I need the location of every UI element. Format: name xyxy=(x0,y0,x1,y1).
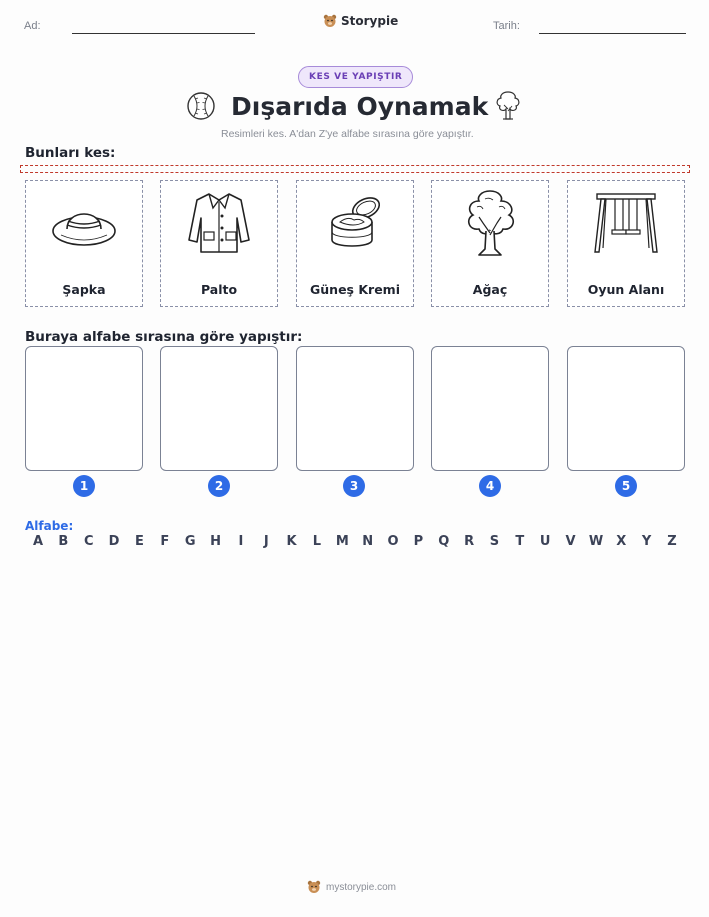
letter: Y xyxy=(641,534,652,549)
tree-icon xyxy=(455,187,525,259)
letter: O xyxy=(387,534,399,549)
page-title: Dışarıda Oynamak xyxy=(231,92,489,121)
slot-number-1: 1 xyxy=(73,475,95,497)
activity-badge: KES VE YAPIŞTIR xyxy=(298,66,413,88)
card-label: Palto xyxy=(200,282,238,297)
letter: T xyxy=(515,534,525,549)
letter: G xyxy=(184,534,196,549)
footer-site[interactable]: mystorypie.com xyxy=(326,881,397,893)
cut-card-coat[interactable] xyxy=(160,180,278,307)
name-label: Ad: xyxy=(24,20,41,32)
letter: Q xyxy=(438,534,450,549)
letter: B xyxy=(58,534,69,549)
letter: I xyxy=(238,534,244,549)
cut-card-sunscreen[interactable] xyxy=(296,180,414,307)
paste-slot-2[interactable] xyxy=(160,346,278,471)
letter: H xyxy=(210,534,221,549)
letter: W xyxy=(588,534,604,549)
brand-logo xyxy=(323,14,398,28)
alphabet-heading: Alfabe: xyxy=(25,519,74,533)
letter: X xyxy=(616,534,627,549)
alphabet-row xyxy=(31,534,679,549)
letter: A xyxy=(32,534,44,549)
date-line[interactable] xyxy=(539,33,686,34)
card-label: Şapka xyxy=(62,282,106,297)
card-label: Oyun Alanı xyxy=(587,282,665,297)
letter: J xyxy=(263,534,269,549)
letter: C xyxy=(83,534,94,549)
letter: Z xyxy=(667,534,677,549)
date-label: Tarih: xyxy=(493,20,520,32)
cut-line xyxy=(20,165,690,173)
slot-number-5: 5 xyxy=(615,475,637,497)
baseball-icon xyxy=(186,91,216,121)
paste-slot-4[interactable] xyxy=(431,346,549,471)
paste-slot-3[interactable] xyxy=(296,346,414,471)
swing-icon xyxy=(589,188,663,258)
letter: M xyxy=(335,534,349,549)
card-label: Güneş Kremi xyxy=(310,282,400,297)
card-label: Ağaç xyxy=(472,282,508,297)
coat-icon xyxy=(183,188,255,258)
tree-title-icon xyxy=(492,89,524,123)
cut-heading: Bunları kes: xyxy=(25,145,116,161)
letter: V xyxy=(565,534,576,549)
letter: D xyxy=(108,534,120,549)
letter: E xyxy=(134,534,144,549)
name-line[interactable] xyxy=(72,33,255,34)
slot-number-4: 4 xyxy=(479,475,501,497)
letter: S xyxy=(489,534,500,549)
bear-footer-icon xyxy=(307,880,321,894)
instructions: Resimleri kes. A'dan Z'ye alfabe sırasına göre yapıştır. xyxy=(221,128,474,140)
cut-card-hat[interactable] xyxy=(25,180,143,307)
hat-icon xyxy=(49,193,119,253)
letter: N xyxy=(362,534,374,549)
slot-number-3: 3 xyxy=(343,475,365,497)
sunscreen-icon xyxy=(320,192,390,254)
letter: P xyxy=(413,534,424,549)
footer xyxy=(307,880,396,894)
letter: F xyxy=(160,534,170,549)
paste-slot-5[interactable] xyxy=(567,346,685,471)
letter: L xyxy=(312,534,322,549)
paste-slot-1[interactable] xyxy=(25,346,143,471)
slot-number-2: 2 xyxy=(208,475,230,497)
letter: U xyxy=(539,534,551,549)
letter: K xyxy=(286,534,297,549)
letter: R xyxy=(464,534,475,549)
paste-heading: Buraya alfabe sırasına göre yapıştır: xyxy=(25,329,303,345)
cut-card-tree[interactable] xyxy=(431,180,549,307)
brand-name: Storypie xyxy=(341,14,399,28)
cut-card-playground[interactable] xyxy=(567,180,685,307)
bear-logo-icon xyxy=(323,14,337,28)
